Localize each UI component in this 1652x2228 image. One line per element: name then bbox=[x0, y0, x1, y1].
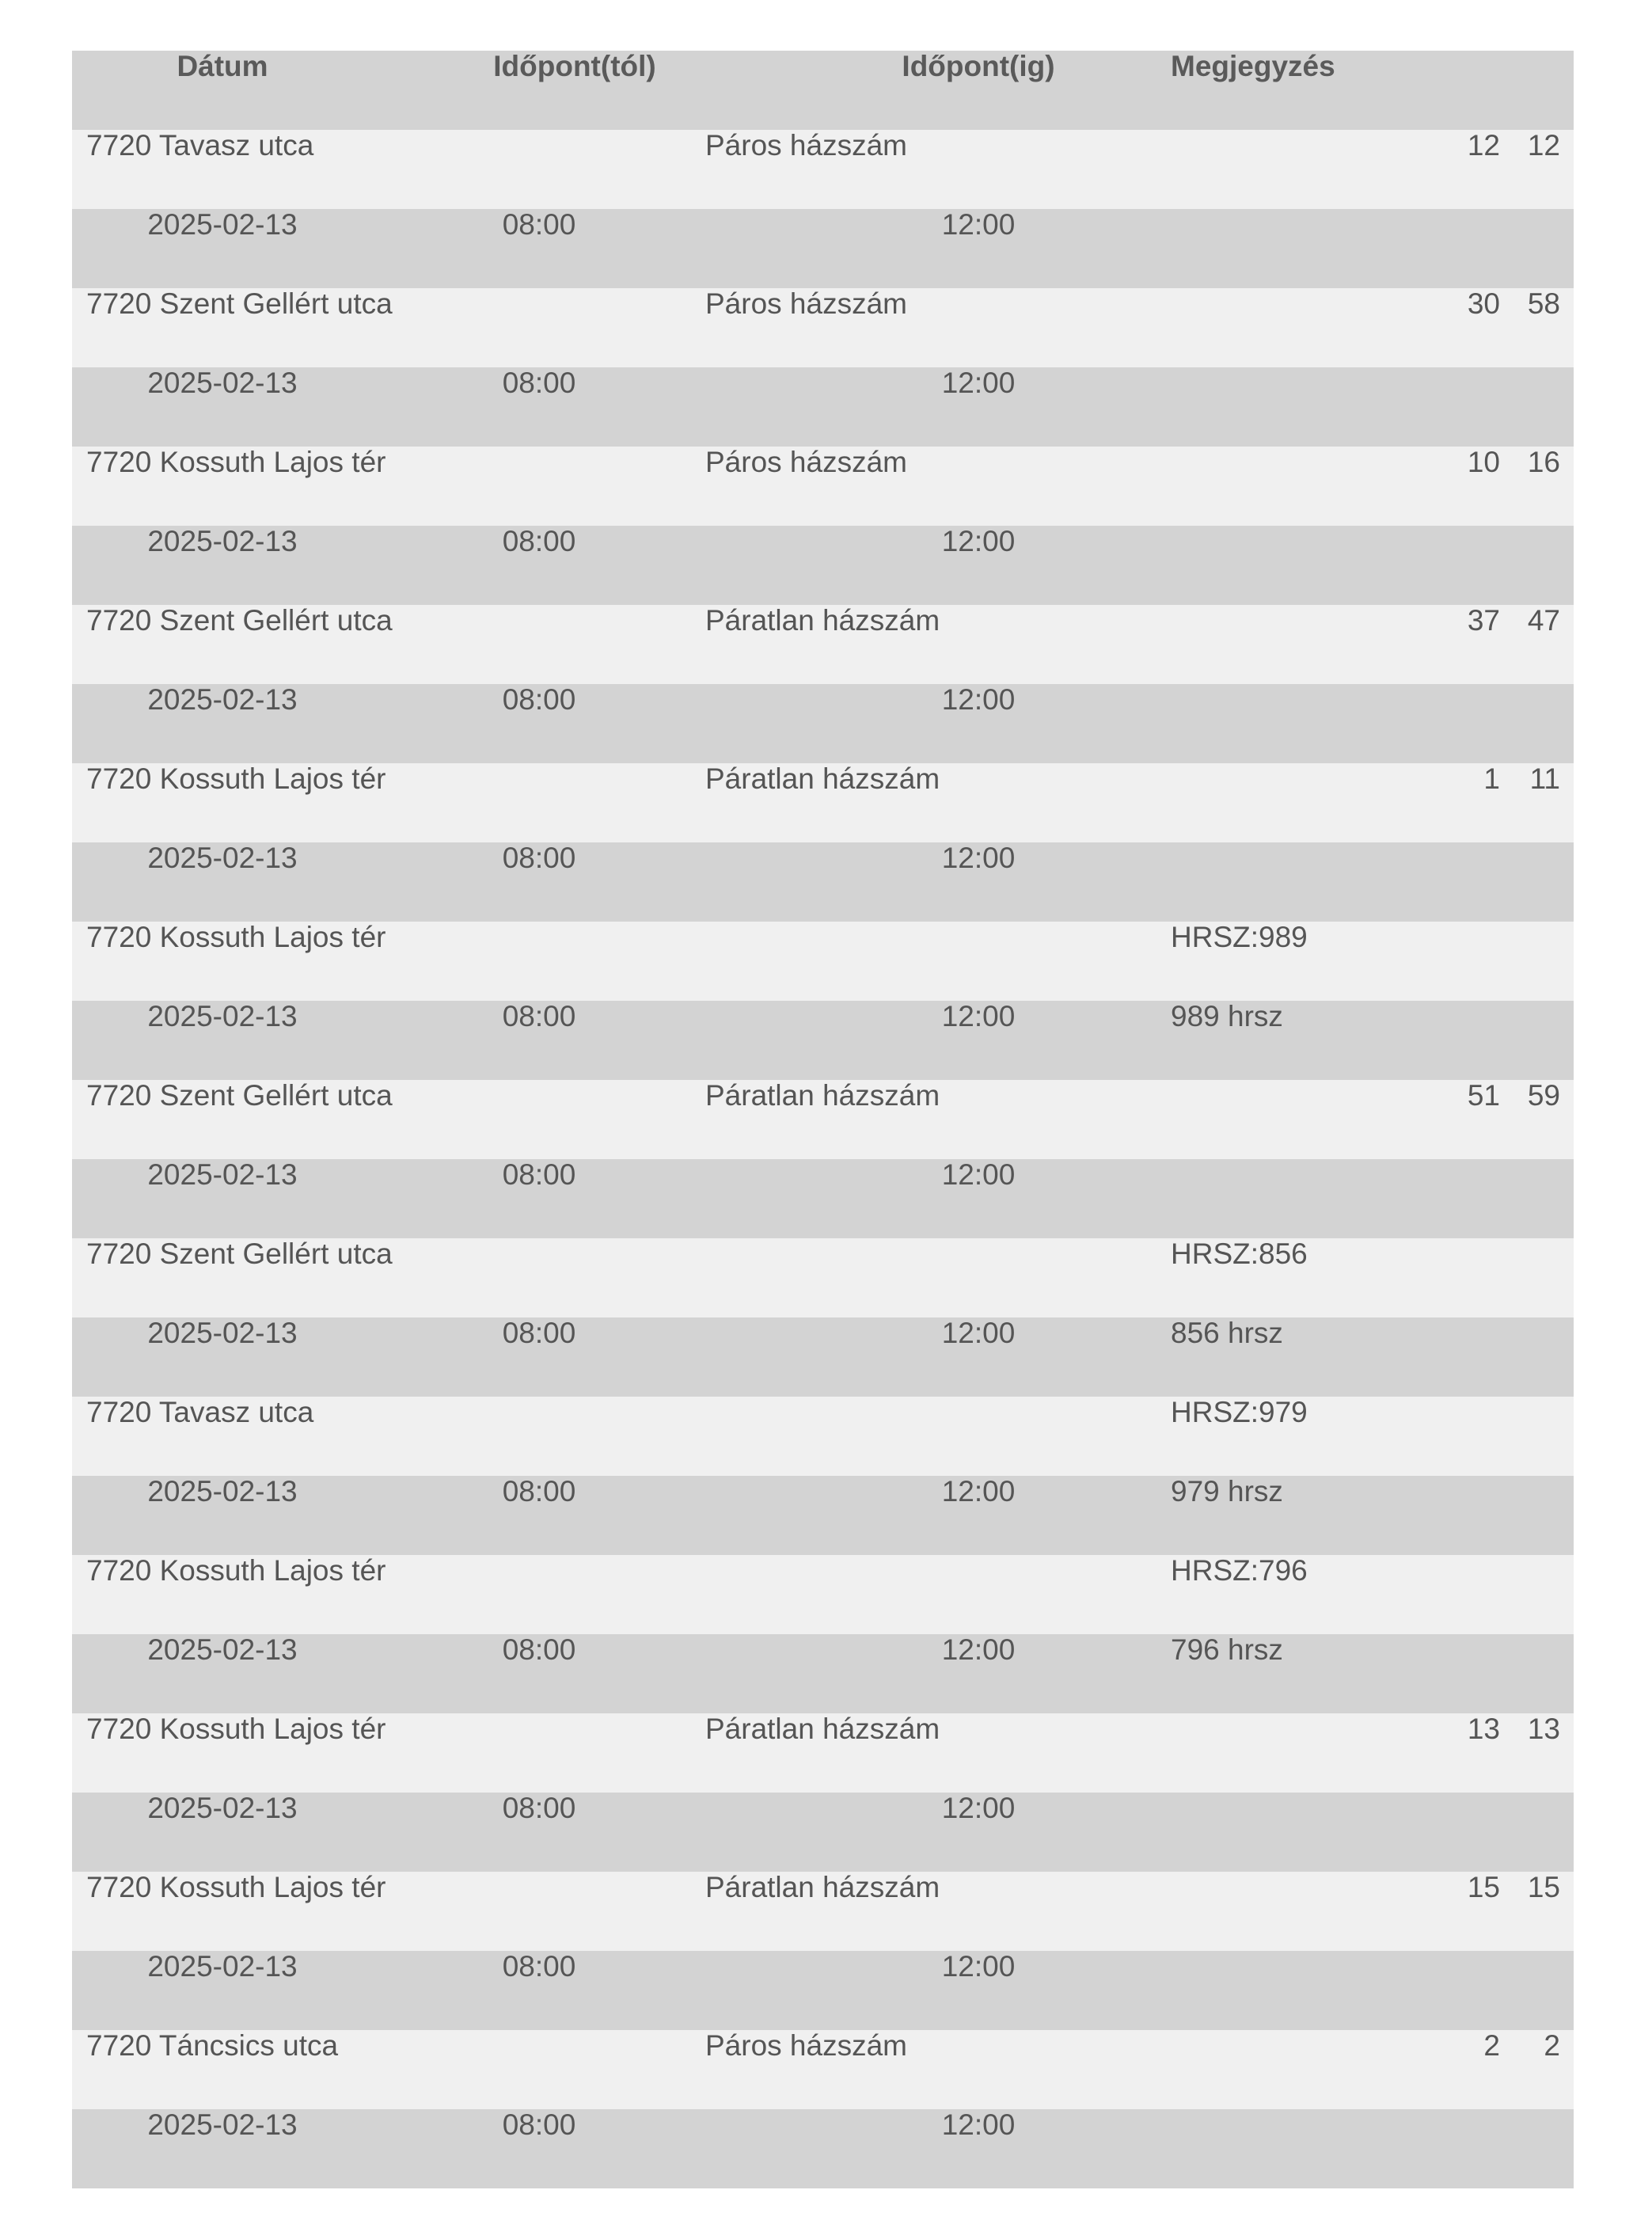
table-row-time bbox=[72, 1476, 1574, 1555]
table-row-time bbox=[72, 684, 1574, 763]
house-number-parity-cell: Páratlan házszám bbox=[705, 604, 940, 637]
time-to-cell: 12:00 bbox=[941, 1633, 1016, 1666]
time-to-cell: 12:00 bbox=[941, 2108, 1016, 2141]
house-number-parity-cell: Páros házszám bbox=[705, 446, 907, 478]
street-cell: 7720 Szent Gellért utca bbox=[86, 604, 393, 637]
time-from-cell: 08:00 bbox=[502, 1317, 576, 1349]
house-number-to-cell: 11 bbox=[1529, 762, 1560, 795]
date-cell: 2025-02-13 bbox=[147, 1792, 298, 1824]
time-to-cell: 12:00 bbox=[941, 683, 1016, 716]
time-from-cell: 08:00 bbox=[502, 1950, 576, 1983]
table-row-address bbox=[72, 1080, 1574, 1159]
parcel-number-cell: HRSZ:979 bbox=[1171, 1396, 1308, 1428]
house-number-to-cell bbox=[1497, 1555, 1560, 1634]
street-cell: 7720 Kossuth Lajos tér bbox=[86, 1871, 386, 1903]
time-from-cell: 08:00 bbox=[502, 1475, 576, 1508]
table-row-address bbox=[72, 1713, 1574, 1793]
date-cell: 2025-02-13 bbox=[147, 367, 298, 399]
table-row-time bbox=[72, 1317, 1574, 1397]
house-number-from-cell: 10 bbox=[1467, 446, 1500, 478]
house-number-parity-cell: Páratlan házszám bbox=[705, 1713, 940, 1745]
time-to-cell: 12:00 bbox=[941, 1950, 1016, 1983]
header-time-to: Időpont(ig) bbox=[902, 50, 1055, 82]
table-row-address bbox=[72, 922, 1574, 1001]
table-row-address bbox=[72, 1872, 1574, 1951]
house-number-from-cell bbox=[1386, 922, 1500, 1001]
house-number-to-cell: 16 bbox=[1527, 446, 1560, 478]
house-number-from-cell: 2 bbox=[1483, 2029, 1500, 2062]
house-number-from-cell: 37 bbox=[1467, 604, 1500, 637]
street-cell: 7720 Kossuth Lajos tér bbox=[86, 762, 386, 795]
table-row-address bbox=[72, 605, 1574, 684]
date-cell: 2025-02-13 bbox=[147, 1950, 298, 1983]
table-row-address bbox=[72, 447, 1574, 526]
house-number-parity-cell: Páros házszám bbox=[705, 287, 907, 320]
table-row-address bbox=[72, 1555, 1574, 1634]
header-datum: Dátum bbox=[177, 50, 268, 82]
date-cell: 2025-02-13 bbox=[147, 842, 298, 874]
street-cell: 7720 Kossuth Lajos tér bbox=[86, 1713, 386, 1745]
time-to-cell: 12:00 bbox=[941, 1000, 1016, 1032]
street-cell: 7720 Tavasz utca bbox=[86, 1396, 314, 1428]
table-row-time bbox=[72, 1634, 1574, 1713]
time-to-cell: 12:00 bbox=[941, 1158, 1016, 1191]
house-number-to-cell: 13 bbox=[1527, 1713, 1560, 1745]
parcel-number-cell: HRSZ:856 bbox=[1171, 1238, 1308, 1270]
street-cell: 7720 Kossuth Lajos tér bbox=[86, 921, 386, 953]
date-cell: 2025-02-13 bbox=[147, 1633, 298, 1666]
house-number-from-cell bbox=[1386, 1397, 1500, 1476]
parcel-number-cell: HRSZ:989 bbox=[1171, 921, 1308, 953]
street-cell: 7720 Kossuth Lajos tér bbox=[86, 1554, 386, 1587]
parcel-number-cell: HRSZ:796 bbox=[1171, 1554, 1308, 1587]
house-number-from-cell: 51 bbox=[1467, 1079, 1500, 1112]
time-to-cell: 12:00 bbox=[941, 1475, 1016, 1508]
table-row-time bbox=[72, 1793, 1574, 1872]
house-number-parity-cell: Páratlan házszám bbox=[705, 1871, 940, 1903]
time-to-cell: 12:00 bbox=[941, 208, 1016, 241]
time-to-cell: 12:00 bbox=[941, 1317, 1016, 1349]
table-header bbox=[72, 51, 1574, 130]
table-row-address bbox=[72, 2030, 1574, 2109]
house-number-to-cell bbox=[1497, 1238, 1560, 1317]
date-cell: 2025-02-13 bbox=[147, 2108, 298, 2141]
table-row-address bbox=[72, 1397, 1574, 1476]
date-cell: 2025-02-13 bbox=[147, 1475, 298, 1508]
street-cell: 7720 Tavasz utca bbox=[86, 129, 314, 162]
date-cell: 2025-02-13 bbox=[147, 1000, 298, 1032]
house-number-from-cell: 30 bbox=[1467, 287, 1500, 320]
time-from-cell: 08:00 bbox=[502, 1158, 576, 1191]
house-number-parity-cell: Páratlan házszám bbox=[705, 762, 940, 795]
time-to-cell: 12:00 bbox=[941, 1792, 1016, 1824]
time-from-cell: 08:00 bbox=[502, 683, 576, 716]
header-note: Megjegyzés bbox=[1171, 50, 1335, 82]
outage-schedule-table bbox=[72, 51, 1574, 2188]
date-cell: 2025-02-13 bbox=[147, 525, 298, 557]
street-cell: 7720 Táncsics utca bbox=[86, 2029, 339, 2062]
house-number-parity-cell: Páros házszám bbox=[705, 129, 907, 162]
street-cell: 7720 Szent Gellért utca bbox=[86, 1238, 393, 1270]
house-number-to-cell bbox=[1497, 922, 1560, 1001]
table-row-time bbox=[72, 2109, 1574, 2188]
house-number-from-cell: 13 bbox=[1467, 1713, 1500, 1745]
date-cell: 2025-02-13 bbox=[147, 208, 298, 241]
time-from-cell: 08:00 bbox=[502, 208, 576, 241]
time-from-cell: 08:00 bbox=[502, 2108, 576, 2141]
house-number-parity-cell: Páratlan házszám bbox=[705, 1079, 940, 1112]
house-number-from-cell bbox=[1386, 1555, 1500, 1634]
house-number-to-cell: 47 bbox=[1527, 604, 1560, 637]
house-number-from-cell: 12 bbox=[1467, 129, 1500, 162]
time-from-cell: 08:00 bbox=[502, 367, 576, 399]
house-number-to-cell: 15 bbox=[1527, 1871, 1560, 1903]
note-cell: 856 hrsz bbox=[1171, 1317, 1283, 1349]
date-cell: 2025-02-13 bbox=[147, 1317, 298, 1349]
house-number-to-cell: 2 bbox=[1544, 2029, 1560, 2062]
table-row-time bbox=[72, 1951, 1574, 2030]
note-cell: 989 hrsz bbox=[1171, 1000, 1283, 1032]
table-row-time bbox=[72, 1001, 1574, 1080]
table-row-time bbox=[72, 526, 1574, 605]
time-to-cell: 12:00 bbox=[941, 842, 1016, 874]
header-time-from: Időpont(tól) bbox=[493, 50, 656, 82]
time-from-cell: 08:00 bbox=[502, 1633, 576, 1666]
table-row-time bbox=[72, 367, 1574, 447]
note-cell: 796 hrsz bbox=[1171, 1633, 1283, 1666]
time-from-cell: 08:00 bbox=[502, 1000, 576, 1032]
house-number-from-cell bbox=[1386, 1238, 1500, 1317]
time-to-cell: 12:00 bbox=[941, 525, 1016, 557]
table-row-time bbox=[72, 842, 1574, 922]
time-from-cell: 08:00 bbox=[502, 1792, 576, 1824]
street-cell: 7720 Szent Gellért utca bbox=[86, 1079, 393, 1112]
house-number-to-cell: 58 bbox=[1527, 287, 1560, 320]
house-number-from-cell: 15 bbox=[1467, 1871, 1500, 1903]
table-row-time bbox=[72, 209, 1574, 288]
house-number-from-cell: 1 bbox=[1483, 762, 1500, 795]
house-number-to-cell: 12 bbox=[1527, 129, 1560, 162]
table-row-address bbox=[72, 763, 1574, 842]
street-cell: 7720 Kossuth Lajos tér bbox=[86, 446, 386, 478]
date-cell: 2025-02-13 bbox=[147, 1158, 298, 1191]
house-number-to-cell: 59 bbox=[1527, 1079, 1560, 1112]
table-row-address bbox=[72, 130, 1574, 209]
time-from-cell: 08:00 bbox=[502, 525, 576, 557]
table-row-address bbox=[72, 288, 1574, 367]
house-number-to-cell bbox=[1497, 1397, 1560, 1476]
street-cell: 7720 Szent Gellért utca bbox=[86, 287, 393, 320]
note-cell: 979 hrsz bbox=[1171, 1475, 1283, 1508]
table-body bbox=[72, 130, 1574, 2188]
date-cell: 2025-02-13 bbox=[147, 683, 298, 716]
time-to-cell: 12:00 bbox=[941, 367, 1016, 399]
table-row-time bbox=[72, 1159, 1574, 1238]
house-number-parity-cell: Páros házszám bbox=[705, 2029, 907, 2062]
time-from-cell: 08:00 bbox=[502, 842, 576, 874]
table-row-address bbox=[72, 1238, 1574, 1317]
